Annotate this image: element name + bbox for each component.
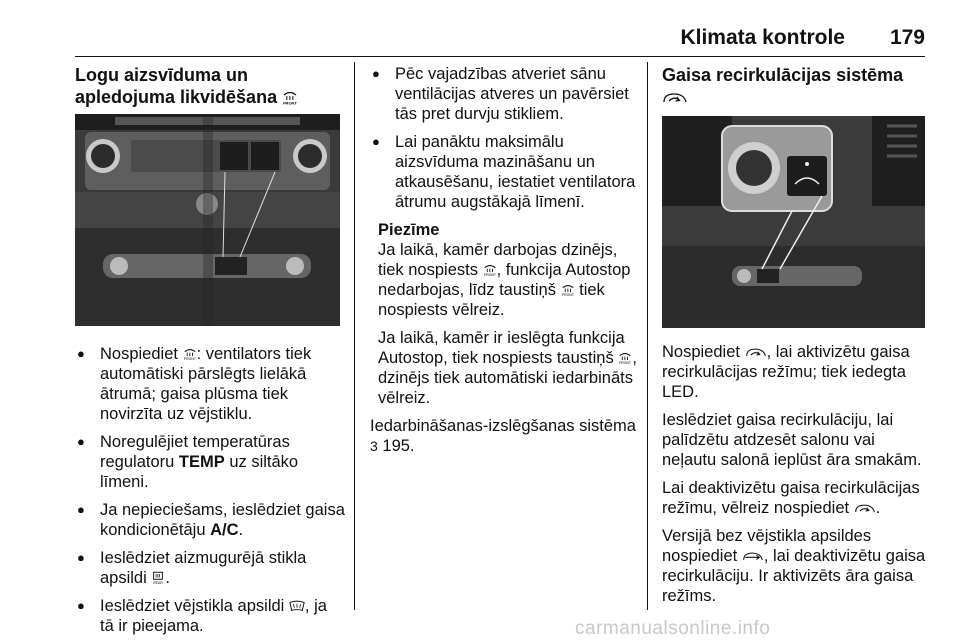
page-ref-link[interactable]: 195. [382,437,415,455]
recirculation-paragraph: Versijā bez vējstikla apsildes nospiediet , lai deaktivizētu gaisa recirkulāciju. Ir aktivizēts āra gaisa režīms. [662,527,926,605]
header-rule [75,56,925,57]
recirculation-paragraph: Lai deaktivizētu gaisa recirkulācijas režīmu, vēlreiz nospiediet . [662,479,920,517]
front-defrost-icon [618,350,632,365]
section-heading-recirculation: Gaisa recirkulācijas sistēma [662,64,930,108]
note-title: Piezīme [378,221,440,239]
list-item: ● Nospiediet FRONT : ventilators tiek automātiski pārslēgts lielākā ātrumā; gaisa plūsma tiek novirzīta uz vējstiklu. [75,344,345,424]
page-header [75,26,925,56]
recirculation-panel-photo [662,116,925,328]
front-defrost-icon [183,346,197,361]
list-item: ● Ja nepieciešams, ieslēdziet gaisa kondicionētāju A/C. [75,500,345,540]
list-item: ● Pēc vajadzības atveriet sānu ventilācijas atveres un pavērsiet tās pret durvju stikliem. [370,64,640,124]
svg-text:FRONT: FRONT [561,293,574,297]
recirculation-icon [854,502,876,515]
page-ref-arrow-icon: 3 [370,438,378,454]
ventilation-tips-list [370,64,640,212]
column-divider [354,62,355,610]
front-defrost-icon [282,89,298,105]
recirculation-paragraph: Nospiediet , lai aktivizētu gaisa recirkulācijas režīmu; tiek iedegta LED. [662,343,910,401]
defog-steps-list [75,344,345,636]
cross-reference: Iedarbināšanas-izslēgšanas sistēma 3 195. [370,417,636,455]
watermark: carmanualsonline.info [575,618,771,639]
list-item: ● Noregulējiet temperatūras regulatoru TEMP uz siltāko līmeni. [75,432,345,492]
middle-column [370,64,640,464]
list-item: ● Ieslēdziet aizmugurējā stikla apsildi REAR . [75,548,345,588]
note-paragraph: Ja laikā, kamēr ir ieslēgta funkcija Autostop, tiek nospiests taustiņš FRONT , dzinējs tiek automātiski iedarbināts vēlreiz. [378,329,637,407]
svg-text:FRONT: FRONT [183,357,196,361]
front-defrost-icon [561,282,575,297]
outside-air-icon [742,550,764,563]
right-column [662,64,930,614]
section-heading-defog: Logu aizsvīduma un apledojuma likvidēšana FRONT [75,65,297,107]
left-column [75,64,345,642]
windscreen-heat-icon [289,599,305,613]
front-defrost-icon [483,262,497,277]
svg-text:FRONT: FRONT [283,100,297,105]
header-title: Klimata kontrole [680,26,845,49]
recirculation-panel-illustration [662,116,925,328]
climate-panel-illustration [75,114,340,326]
page-number: 179 [889,26,925,49]
svg-text:FRONT: FRONT [619,361,632,365]
rear-defrost-icon [151,570,165,585]
note-paragraph: Ja laikā, kamēr darbojas dzinējs, tiek nospiests FRONT , funkcija Autostop nedarbojas, līdz taustiņš FRONT tiek nospiests vēlreiz. [378,241,631,319]
recirculation-icon [662,91,688,105]
list-item: ● Lai panāktu maksimālu aizsvīduma mazināšanu un atkausēšanu, iestatiet ventilatora ātrumu augstākajā līmenī. [370,132,640,212]
svg-text:REAR: REAR [153,581,164,585]
list-item: ● Ieslēdziet vējstikla apsildi , ja tā ir pieejama. [75,596,345,636]
recirculation-icon [745,346,767,359]
climate-panel-photo [75,114,340,326]
recirculation-paragraph: Ieslēdziet gaisa recirkulāciju, lai palīdzētu atdzesēt salonu vai neļautu salonā ieplūst āra smakām. [662,411,922,469]
note-box [378,220,640,408]
svg-text:FRONT: FRONT [483,273,496,277]
column-divider [647,62,648,610]
